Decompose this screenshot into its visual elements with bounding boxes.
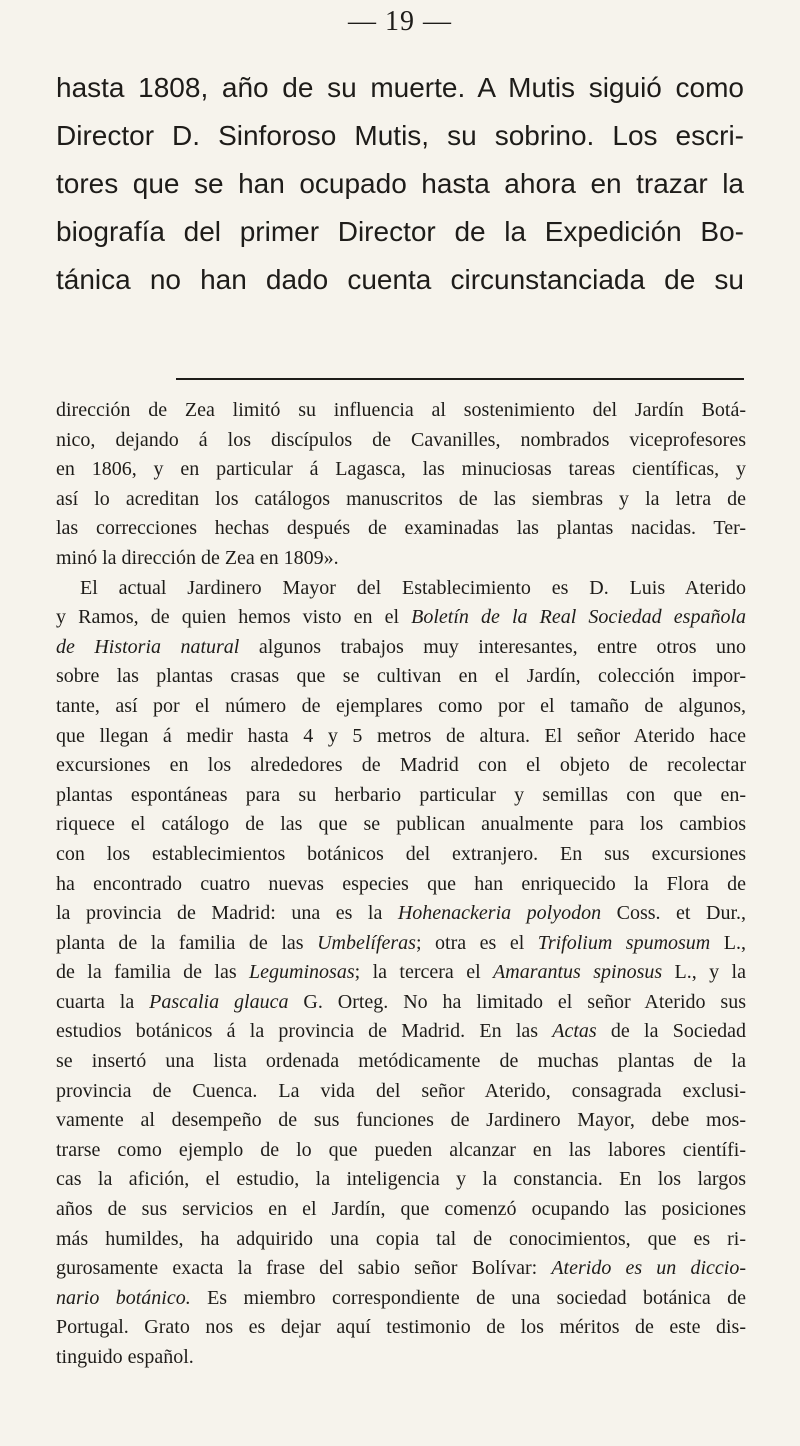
- footnote-line: [56, 899, 746, 929]
- footnote-line: plantas espontáneas para su herbario particular y semillas con que en-: [56, 783, 746, 806]
- footnote-line: en 1806, y en particular á Lagasca, las minuciosas tareas científicas, y: [56, 458, 746, 481]
- main-line: tánica no han dado cuenta circunstanciada de su: [56, 264, 744, 295]
- footnote-line: nico, dejando á los discípulos de Cavanilles, nombrados viceprofesores: [56, 428, 746, 451]
- family-name: Leguminosas: [249, 961, 355, 984]
- italic-title: Boletín de la Real Sociedad española: [411, 606, 746, 629]
- text-run: planta de la familia de las: [56, 931, 318, 954]
- footnote: [56, 396, 746, 1373]
- footnote-line: más humildes, ha adquirido una copia tal de conocimientos, que es ri-: [56, 1227, 746, 1250]
- text-run: G. Orteg. No ha limitado el señor Aterido sus: [288, 990, 746, 1013]
- footnote-line: [56, 1284, 746, 1314]
- text-run: ; otra es el: [415, 931, 538, 954]
- text-run: L.,: [710, 931, 746, 954]
- footnote-line: años de sus servicios en el Jardín, que comenzó ocupando las posiciones: [56, 1198, 746, 1221]
- species-name: Trifolium spumosum: [537, 931, 711, 954]
- footnote-line: [56, 1017, 746, 1047]
- text-run: estudios botánicos á la provincia de Madrid. En las: [56, 1020, 553, 1043]
- text-run: y Ramos, de quien hemos visto en el: [56, 606, 412, 629]
- footnote-line: [56, 1254, 746, 1284]
- main-text: [56, 64, 744, 304]
- text-run: cuarta la: [56, 990, 150, 1013]
- footnote-line: las correcciones hechas después de examinadas las plantas nacidas. Ter-: [56, 517, 746, 540]
- footnote-line: sobre las plantas crasas que se cultivan en el Jardín, colección impor-: [56, 665, 746, 688]
- species-name: Hohenackeria polyodon: [397, 902, 602, 925]
- main-line: biografía del primer Director de la Expedición Bo-: [56, 216, 744, 247]
- italic-title: Actas: [552, 1020, 597, 1043]
- main-line: hasta 1808, año de su muerte. A Mutis siguió como: [56, 72, 744, 103]
- quoted-phrase: Aterido es un diccio-: [551, 1257, 746, 1280]
- text-run: algunos trabajos muy interesantes, entre otros uno: [239, 635, 746, 658]
- text-run: ; la tercera el: [354, 961, 494, 984]
- text-run: la provincia de Madrid: una es la: [56, 902, 398, 925]
- footnote-line: riquece el catálogo de las que se publican anualmente para los cambios: [56, 813, 746, 836]
- footnote-line: vamente al desempeño de sus funciones de Jardinero Mayor, debe mos-: [56, 1109, 746, 1132]
- footnote-line: ha encontrado cuatro nuevas especies que han enriquecido la Flora de: [56, 872, 746, 895]
- footnote-line: dirección de Zea limitó su influencia al sostenimiento del Jardín Botá-: [56, 399, 746, 421]
- text-run: Coss. et Dur.,: [601, 902, 746, 925]
- footnote-line: trarse como ejemplo de lo que pueden alcanzar en las labores científi-: [56, 1138, 746, 1161]
- main-line: Director D. Sinforoso Mutis, su sobrino. Los escri-: [56, 120, 744, 151]
- footnote-line: cas la afición, el estudio, la inteligencia y la constancia. En los largos: [56, 1168, 746, 1191]
- species-name: Pascalia glauca: [149, 990, 289, 1013]
- footnote-line: con los establecimientos botánicos del extranjero. En sus excursiones: [56, 842, 746, 865]
- footnote-separator: [176, 378, 744, 380]
- main-line: tores que se han ocupado hasta ahora en trazar la: [56, 168, 744, 199]
- family-name: Umbelíferas: [317, 931, 416, 954]
- footnote-line: [56, 988, 746, 1018]
- text-run: L., y la: [662, 961, 746, 984]
- footnote-line: [56, 958, 746, 988]
- quoted-phrase: nario botánico.: [56, 1286, 191, 1309]
- text-run: Es miembro correspondiente de una sociedad botánica de: [190, 1286, 746, 1309]
- page-number: — 19 —: [348, 6, 452, 37]
- footnote-line: tante, así por el número de ejemplares como por el tamaño de algunos,: [56, 694, 746, 717]
- footnote-line: tinguido español.: [56, 1346, 194, 1368]
- footnote-line: así lo acreditan los catálogos manuscritos de las siembras y la letra de: [56, 487, 746, 510]
- footnote-line: excursiones en los alrededores de Madrid con el objeto de recolectar: [56, 754, 746, 777]
- text-run: de la Sociedad: [596, 1020, 747, 1043]
- text-run: de la familia de las: [56, 961, 250, 984]
- text-run: gurosamente exacta la frase del sabio señor Bolívar:: [56, 1257, 552, 1280]
- italic-title: de Historia natural: [56, 635, 240, 658]
- footnote-line: provincia de Cuenca. La vida del señor Aterido, consagrada exclusi-: [56, 1079, 746, 1102]
- species-name: Amarantus spinosus: [493, 961, 663, 984]
- footnote-line: [56, 633, 746, 663]
- footnote-line: [56, 929, 746, 959]
- footnote-line: se insertó una lista ordenada metódicamente de muchas plantas de la: [56, 1050, 746, 1073]
- footnote-line: Portugal. Grato nos es dejar aquí testimonio de los méritos de este dis-: [56, 1316, 746, 1339]
- footnote-line: que llegan á medir hasta 4 y 5 metros de altura. El señor Aterido hace: [56, 724, 746, 747]
- footnote-line: minó la dirección de Zea en 1809».: [56, 546, 339, 569]
- footnote-line: [56, 603, 746, 633]
- footnote-line: El actual Jardinero Mayor del Establecimiento es D. Luis Aterido: [80, 576, 746, 599]
